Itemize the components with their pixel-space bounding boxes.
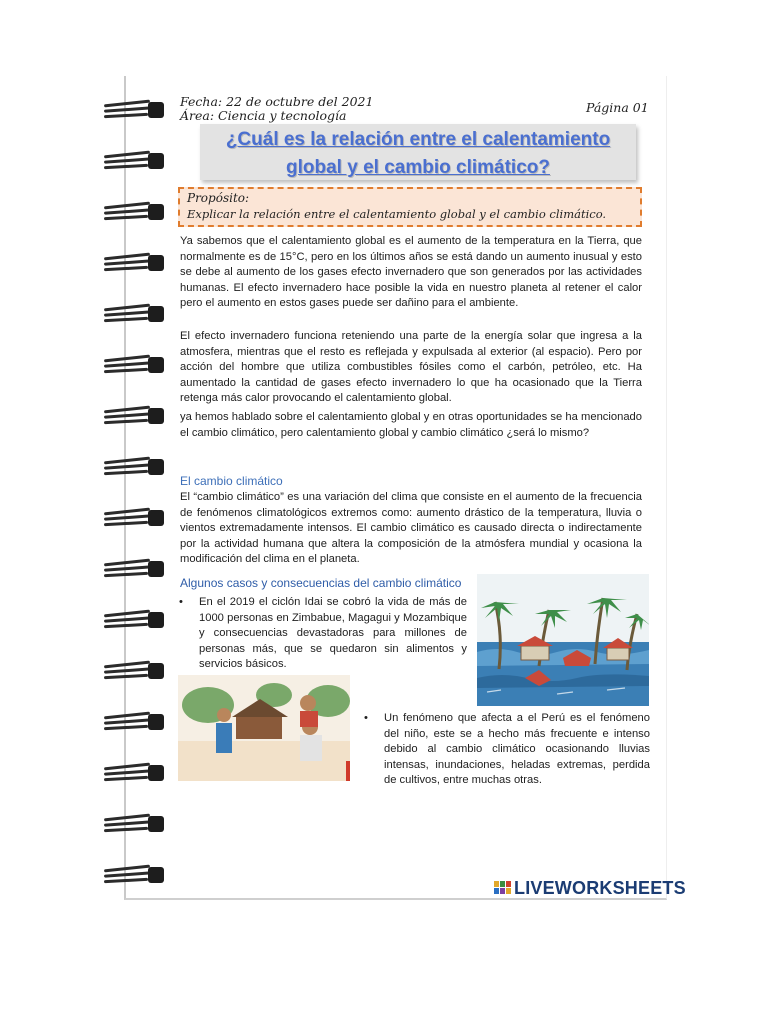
spiral-binding bbox=[104, 96, 168, 896]
spiral-ring bbox=[104, 300, 166, 326]
spiral-ring bbox=[104, 810, 166, 836]
page-number: Página 01 bbox=[586, 100, 649, 115]
bullet-text: Un fenómeno que afecta a el Perú es el fenómeno del niño, este se a hecho más frecuente e intenso debido al cambio climático ocasionando lluvias intensas, inundaciones, heladas extremas, perdida de cultivos, entre muchas otras. bbox=[384, 712, 650, 787]
spiral-ring bbox=[104, 504, 166, 530]
spiral-ring bbox=[104, 453, 166, 479]
purpose-text: Explicar la relación entre el calentamiento global y el cambio climático. bbox=[187, 207, 607, 221]
spiral-ring bbox=[104, 606, 166, 632]
purpose-box bbox=[178, 187, 642, 227]
title-banner bbox=[200, 124, 636, 180]
spiral-ring bbox=[104, 96, 166, 122]
spiral-ring bbox=[104, 657, 166, 683]
bullet-symbol: • bbox=[364, 712, 368, 724]
purpose-label: Propósito: bbox=[187, 191, 250, 205]
paragraph-question: ya hemos hablado sobre el calentamiento global y en otras oportunidades se ha mencionado el cambio climático, pero calentamiento global y cambio climático ¿será lo mismo? bbox=[180, 411, 642, 439]
spiral-ring bbox=[104, 861, 166, 887]
flood-storm-illustration bbox=[477, 574, 649, 706]
spiral-ring bbox=[104, 708, 166, 734]
bullet-el-nino bbox=[364, 711, 650, 789]
spiral-ring bbox=[104, 759, 166, 785]
bullet-symbol: • bbox=[179, 596, 183, 608]
bullet-cyclone-idai bbox=[179, 595, 467, 673]
climate-change-heading: El cambio climático bbox=[180, 474, 283, 488]
title-line-1: ¿Cuál es la relación entre el calentamiento bbox=[225, 129, 611, 150]
cases-heading: Algunos casos y consecuencias del cambio climático bbox=[180, 576, 462, 590]
spiral-ring bbox=[104, 402, 166, 428]
area-label: Área: Ciencia y tecnología bbox=[180, 108, 347, 123]
flooded-village-family-illustration bbox=[178, 675, 350, 781]
spiral-ring bbox=[104, 147, 166, 173]
spiral-ring bbox=[104, 198, 166, 224]
logo-icon bbox=[494, 881, 512, 895]
title-line-2: global y el cambio climático? bbox=[286, 157, 550, 178]
spiral-ring bbox=[104, 555, 166, 581]
logo-text: LIVEWORKSHEETS bbox=[514, 878, 686, 898]
paragraph-greenhouse-effect: El efecto invernadero funciona reteniendo una parte de la energía solar que ingresa a la atmosfera, mientras que el resto es reflejada y expulsada al exterior (al espacio). Pero por acción del hombre que utiliza combustibles fósiles como el carbón, petróleo, etc. Ha aumentado la cantidad de gases efecto invernadero lo que ha ocasionado que la Tierra retenga más calor provocando el calentamiento global. bbox=[180, 330, 642, 405]
spiral-ring bbox=[104, 351, 166, 377]
paragraph-climate-change: El “cambio climático” es una variación del clima que consiste en el aumento de la frecuencia de fenómenos climatológicos extremos como: aumento drástico de la temperatura, lluvia o vientos extremadamente intensos. El cambio climático es causado directa o indirectamente por la actividad humana que altera la composición de la atmósfera mundial y ocasiona la modificación del clima en el planeta. bbox=[180, 491, 642, 566]
bullet-text: En el 2019 el ciclón Idai se cobró la vida de más de 1000 personas en Zimbabue, Magagui y Mozambique y consecuencias devastadoras para millones de personas más, que se quedaron sin alimentos y servicios básicos. bbox=[199, 596, 467, 671]
liveworksheets-logo bbox=[494, 878, 686, 899]
spiral-ring bbox=[104, 249, 166, 275]
paragraph-global-warming: Ya sabemos que el calentamiento global es el aumento de la temperatura en la Tierra, que normalmente es de 15°C, pero en los últimos años se está dando un aumento inusual y esto se debe al aumento de los gases efecto invernadero que son generados por las actividades humanas. El efecto invernadero hace posible la vida en nuestro planeta al retener el calor pero el aumento en estos gases puede ser dañino para el ambiente. bbox=[180, 235, 642, 310]
date-label: Fecha: 22 de octubre del 2021 bbox=[180, 94, 374, 109]
header-info bbox=[180, 95, 373, 123]
